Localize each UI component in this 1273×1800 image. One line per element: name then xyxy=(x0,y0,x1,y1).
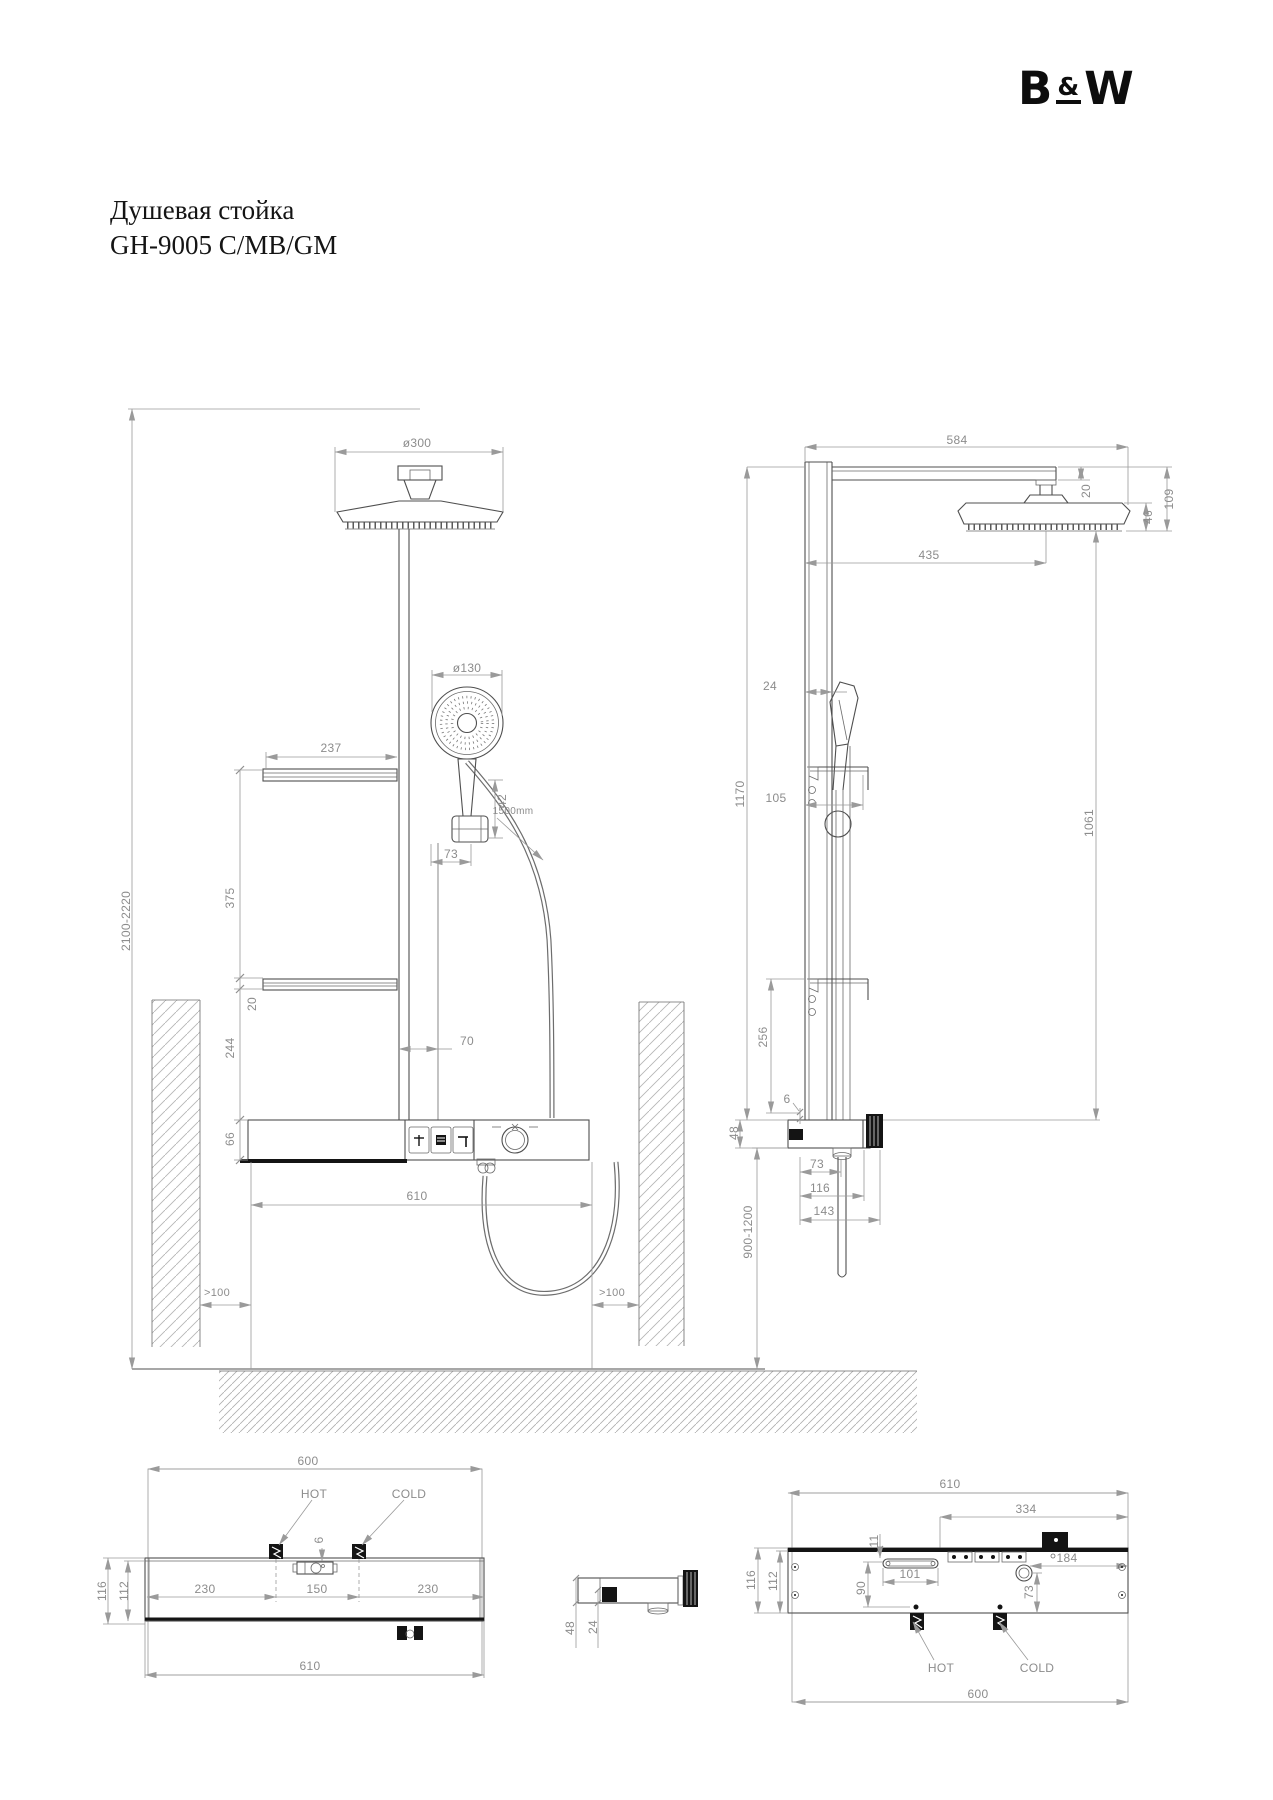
display-module xyxy=(1042,1532,1068,1548)
spout-mode-icon xyxy=(458,1137,468,1147)
hot-inlet-top xyxy=(269,1544,283,1559)
rain-mode-icon xyxy=(436,1135,446,1145)
front-dim-diam-300: ø300 xyxy=(402,436,432,450)
front-dim-panel-height: 66 xyxy=(223,1132,237,1146)
detail_bottom-dim-184: 184 xyxy=(1056,1551,1078,1565)
under-bar-fitting xyxy=(397,1626,423,1640)
detail_side-dim-24: 24 xyxy=(586,1620,600,1634)
front-dim-clearance-left: >100 xyxy=(204,1287,230,1299)
side-dim-arm-length: 584 xyxy=(946,433,968,447)
logo-letter-w: W xyxy=(1084,62,1135,115)
side-dim-mixer-116: 116 xyxy=(809,1181,831,1195)
cold-inlet-bottom xyxy=(993,1613,1007,1630)
side-dim-install-height: 900-1200 xyxy=(741,1205,755,1259)
detail_bottom-dim-11: 11 xyxy=(867,1534,881,1548)
side-dim-head-thickness: 46 xyxy=(1141,510,1155,524)
front-dim-height-range: 2100-2220 xyxy=(119,890,133,952)
detail_bottom-dim-610: 610 xyxy=(939,1477,961,1491)
side-dim-shelf-depth: 105 xyxy=(765,791,787,805)
detail_bottom-label-hot: HOT xyxy=(927,1661,955,1675)
detail_top-dim-230-right: 230 xyxy=(417,1582,439,1596)
logo-letter-b: B xyxy=(1018,62,1054,115)
front-label-hose-length: 1500mm xyxy=(492,806,534,817)
detail_bottom-dim-101: 101 xyxy=(899,1567,921,1581)
side-dim-mixer-height: 48 xyxy=(727,1126,741,1140)
front-view-linework xyxy=(128,409,917,1433)
temperature-knob xyxy=(492,1124,538,1153)
detail_top-dim-112: 112 xyxy=(117,1580,131,1602)
detail_top-dim-6: 6 xyxy=(312,1536,326,1544)
product-title: Душевая стойка xyxy=(110,195,295,225)
detail-top-view-linework xyxy=(103,1469,484,1678)
side-dim-head-reach: 435 xyxy=(918,548,940,562)
detail_top-dim-150: 150 xyxy=(306,1582,328,1596)
detail_bottom-dim-600: 600 xyxy=(967,1687,989,1701)
front-dim-holder-height: 42 xyxy=(495,794,509,808)
detail_bottom-dim-90: 90 xyxy=(854,1581,868,1595)
front-dim-shelf-gap: 375 xyxy=(223,887,237,909)
front-dim-shelf-width: 237 xyxy=(320,741,342,755)
side-dim-head-drop: 109 xyxy=(1162,488,1176,510)
detail_top-dim-116: 116 xyxy=(95,1580,109,1602)
detail_bottom-dim-73: 73 xyxy=(1022,1585,1036,1599)
detail_side-dim-48: 48 xyxy=(563,1621,577,1635)
front-dim-clearance-right: >100 xyxy=(599,1287,625,1299)
detail_top-label-hot: HOT xyxy=(300,1487,328,1501)
detail-end-view-linework xyxy=(573,1570,698,1648)
side-dim-column-depth: 24 xyxy=(763,679,777,693)
side-view-linework xyxy=(735,447,1172,1369)
front-dim-shelf-thick: 20 xyxy=(245,997,259,1011)
side-dim-head-stem: 20 xyxy=(1079,484,1093,498)
cold-inlet-top xyxy=(352,1544,366,1559)
side-dim-column-height: 1170 xyxy=(733,780,747,808)
front-dim-pipe-offset: 70 xyxy=(460,1034,474,1048)
detail_bottom-dim-334: 334 xyxy=(1015,1502,1037,1516)
hot-inlet-bottom xyxy=(910,1613,924,1630)
logo-ampersand: & xyxy=(1056,74,1081,104)
knob-bottom xyxy=(1016,1565,1032,1581)
mode-clips xyxy=(948,1552,1026,1562)
detail_top-dim-610: 610 xyxy=(299,1659,321,1673)
detail_top-dim-niche-600: 600 xyxy=(297,1454,319,1468)
handshower-mode-icon xyxy=(414,1135,424,1146)
side-dim-256: 256 xyxy=(756,1026,770,1048)
detail_bottom-label-cold: COLD xyxy=(1019,1661,1055,1675)
center-connector xyxy=(293,1562,337,1574)
side-dim-mixer-143: 143 xyxy=(813,1204,835,1218)
side-dim-1061: 1061 xyxy=(1082,809,1096,837)
front-dim-244: 244 xyxy=(223,1037,237,1059)
detail_top-dim-230-left: 230 xyxy=(194,1582,216,1596)
detail_bottom-dim-112: 112 xyxy=(766,1570,780,1592)
detail_top-label-cold: COLD xyxy=(391,1487,427,1501)
front-dim-diam-130: ø130 xyxy=(452,661,482,675)
side-dim-mixer-73: 73 xyxy=(810,1157,824,1171)
front-dim-holder-offset: 73 xyxy=(444,847,458,861)
side-dim-6: 6 xyxy=(783,1092,791,1106)
detail_bottom-dim-116: 116 xyxy=(744,1569,758,1591)
front-dim-bar-width: 610 xyxy=(406,1189,428,1203)
product-model: GH-9005 C/MB/GM xyxy=(110,230,338,260)
